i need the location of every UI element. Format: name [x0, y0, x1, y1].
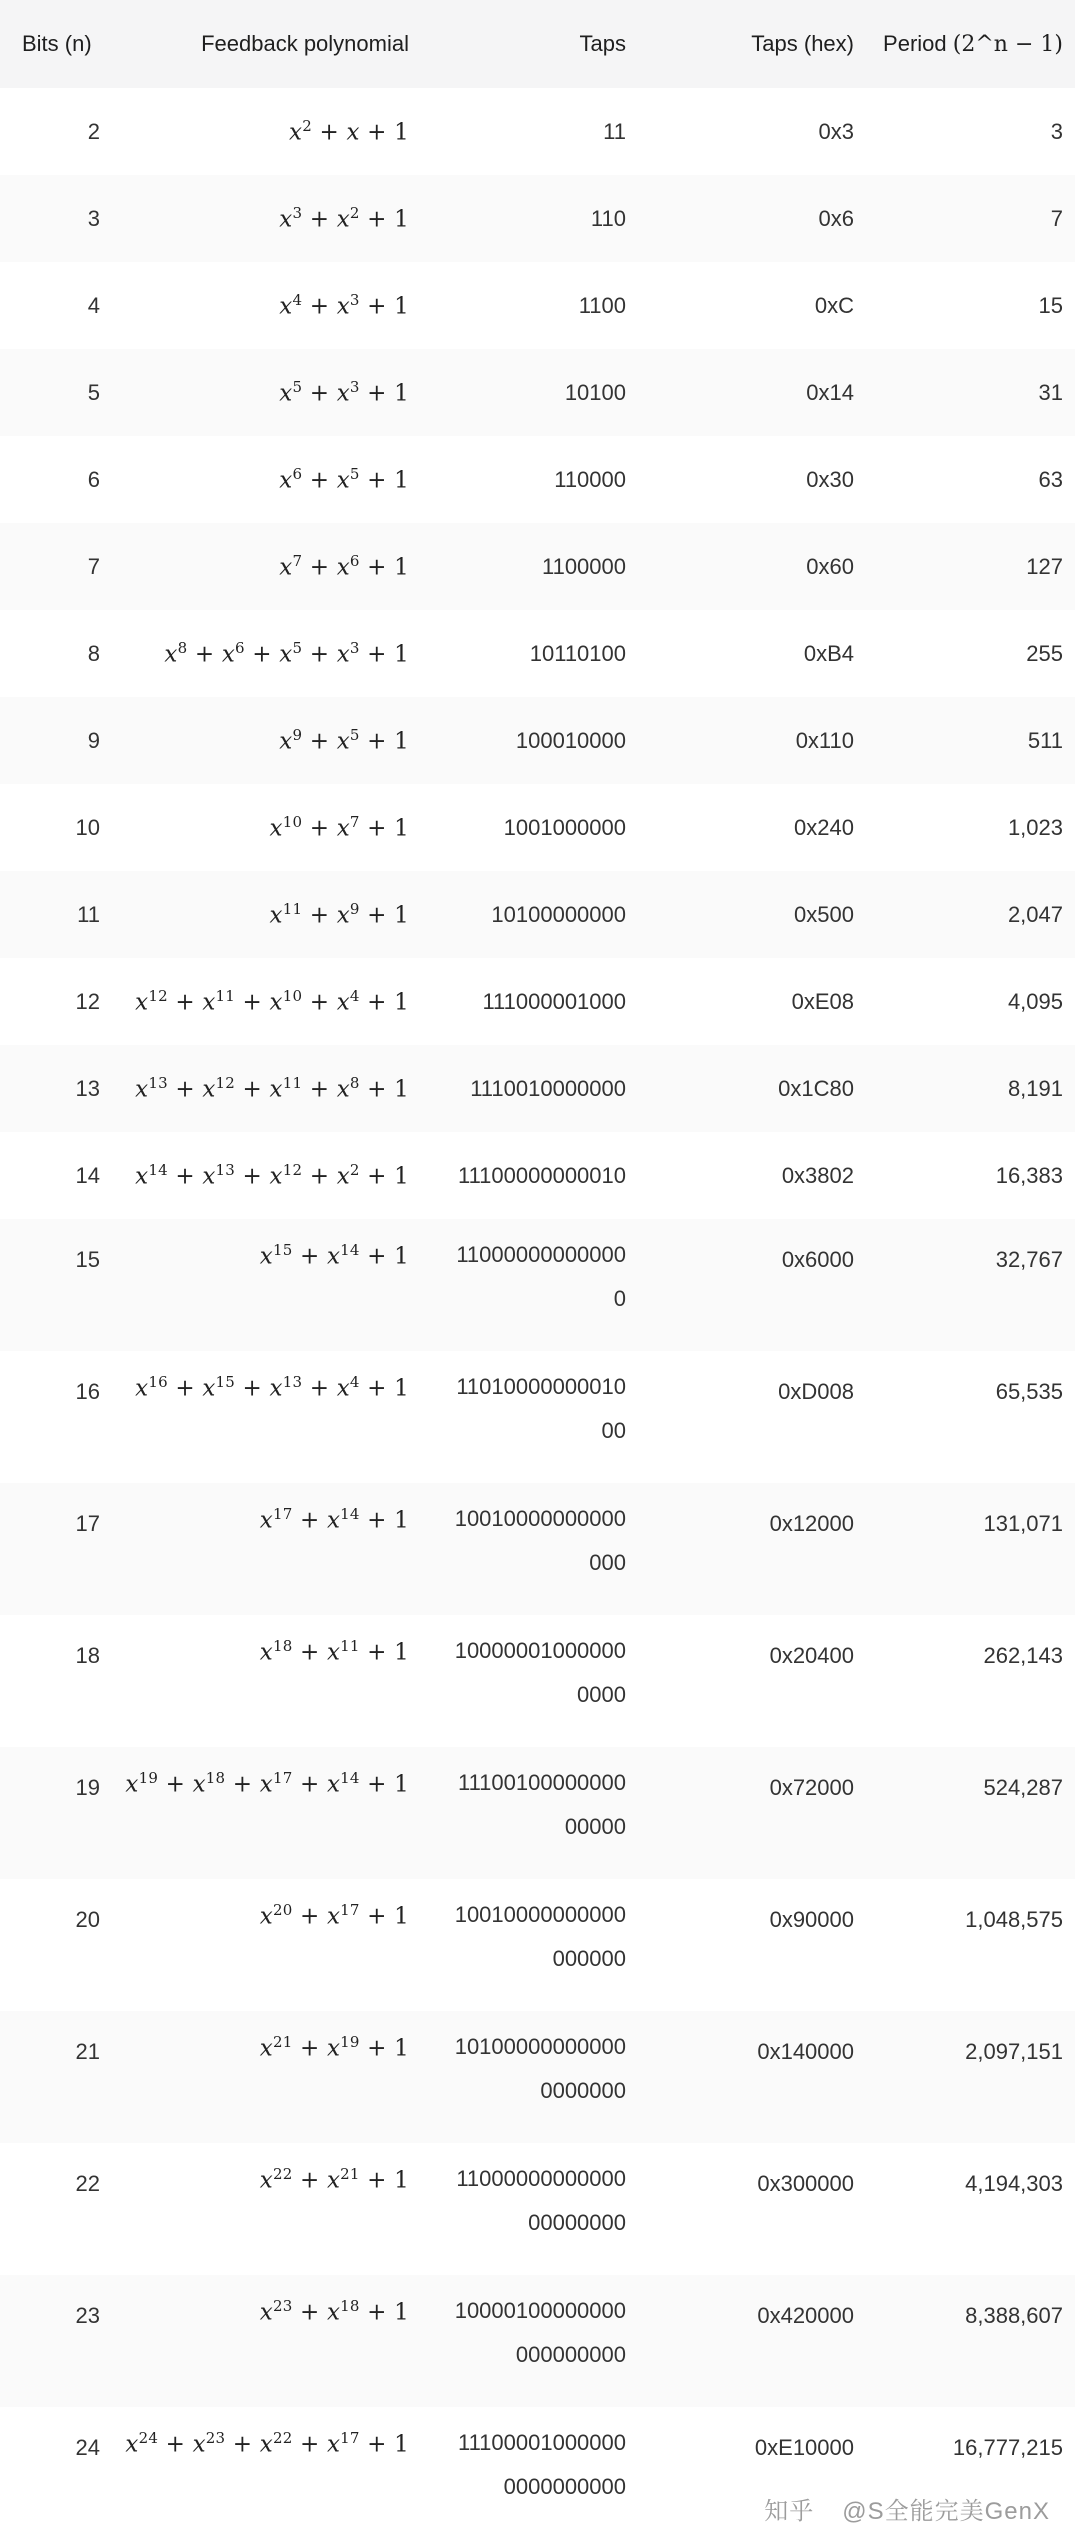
- cell-bits: 12: [75, 988, 100, 1014]
- cell-bits: 5: [87, 379, 100, 405]
- taps-line: 10000001000000: [454, 1638, 626, 1663]
- taps-line: 11010000000010: [456, 1374, 626, 1399]
- cell-taps: [417, 1747, 634, 1879]
- cell-period: 4,194,303: [965, 2171, 1063, 2196]
- cell-polynomial: $x^4 + x^3 + 1$: [279, 291, 409, 320]
- cell-period: 16,383: [995, 1162, 1063, 1188]
- taps-line: 11100100000000: [457, 1770, 626, 1795]
- table-row: [0, 2011, 1075, 2143]
- cell-period: 4,095: [1007, 988, 1063, 1014]
- header-taps: Taps: [579, 31, 626, 56]
- cell-bits: 7: [87, 553, 100, 579]
- cell-taps-hex: 0x1C80: [778, 1075, 854, 1101]
- taps-line: 10010000000000: [454, 1506, 626, 1531]
- taps-line: 11000000000000: [456, 2166, 626, 2191]
- cell-bits: 19: [75, 1775, 100, 1800]
- cell-polynomial: $x^{12} + x^{11} + x^{10} + x^4 + 1$: [135, 987, 409, 1016]
- table-row: [0, 436, 1075, 523]
- watermark: [764, 2491, 1050, 2526]
- cell-polynomial: $x^8 + x^6 + x^5 + x^3 + 1$: [164, 639, 409, 668]
- taps-line: 1110010000000: [470, 1075, 626, 1101]
- watermark-handle: @S全能完美GenX: [842, 2498, 1050, 2525]
- cell-taps: [417, 523, 634, 610]
- cell-polynomial: $x^7 + x^6 + 1$: [279, 552, 409, 581]
- cell-bits: 2: [87, 118, 100, 144]
- cell-taps: [417, 262, 634, 349]
- cell-taps-hex: 0xE08: [791, 988, 854, 1014]
- taps-line: 1100: [578, 292, 626, 318]
- cell-taps-hex: 0x90000: [769, 1907, 854, 1932]
- header-period: [854, 0, 1075, 88]
- cell-bits: 23: [75, 2303, 100, 2328]
- cell-taps-hex: 0x20400: [769, 1643, 854, 1668]
- taps-line: 11100000000010: [457, 1162, 626, 1188]
- taps-line: 10100000000000: [454, 2034, 626, 2059]
- table-row: [0, 88, 1075, 175]
- taps-line: 11000000000000: [456, 1242, 626, 1267]
- table-body: [0, 88, 1075, 2539]
- cell-taps-hex: 0x6000: [781, 1247, 854, 1272]
- table-row: [0, 697, 1075, 784]
- cell-polynomial: $x^{14} + x^{13} + x^{12} + x^2 + 1$: [135, 1161, 409, 1190]
- taps-line: 1001000000: [503, 814, 626, 840]
- table-row: [0, 2143, 1075, 2275]
- cell-polynomial: $x^2 + x + 1$: [289, 117, 409, 146]
- cell-taps: [417, 1879, 634, 2011]
- cell-bits: 17: [75, 1511, 100, 1536]
- cell-bits: 21: [75, 2039, 100, 2064]
- cell-taps: [417, 1615, 634, 1747]
- table-row: [0, 1219, 1075, 1351]
- cell-bits: 11: [77, 901, 100, 927]
- table-row: [0, 1747, 1075, 1879]
- cell-bits: 22: [75, 2171, 100, 2196]
- cell-taps-hex: 0x30: [806, 466, 854, 492]
- cell-period: 2,047: [1007, 901, 1063, 927]
- watermark-site: 知乎: [764, 2498, 815, 2525]
- table-row: [0, 2275, 1075, 2407]
- cell-bits: 9: [87, 727, 100, 753]
- cell-bits: 24: [75, 2435, 100, 2460]
- cell-taps-hex: 0x500: [794, 901, 854, 927]
- cell-taps: [417, 1045, 634, 1132]
- cell-bits: 14: [75, 1162, 100, 1188]
- cell-bits: 15: [75, 1247, 100, 1272]
- cell-period: 2,097,151: [965, 2039, 1063, 2064]
- cell-taps-hex: 0x420000: [757, 2303, 854, 2328]
- cell-taps-hex: 0x6: [818, 205, 854, 231]
- cell-bits: 20: [75, 1907, 100, 1932]
- table-row: [0, 871, 1075, 958]
- taps-line: 11: [603, 118, 626, 144]
- cell-taps: [417, 175, 634, 262]
- taps-line: 000000000: [515, 2342, 626, 2367]
- cell-period: 255: [1026, 640, 1063, 666]
- taps-line: 11100001000000: [457, 2430, 626, 2455]
- cell-bits: 13: [75, 1075, 100, 1101]
- cell-period: 15: [1038, 292, 1063, 318]
- cell-taps: [417, 2407, 634, 2539]
- cell-taps-hex: 0x14: [806, 379, 854, 405]
- cell-period: 32,767: [995, 1247, 1063, 1272]
- table-row: [0, 610, 1075, 697]
- cell-period: 262,143: [983, 1643, 1063, 1668]
- header-polynomial: Feedback polynomial: [201, 31, 409, 56]
- cell-polynomial: $x^{16} + x^{15} + x^{13} + x^4 + 1$: [135, 1373, 409, 1402]
- cell-polynomial: $x^{10} + x^7 + 1$: [269, 813, 409, 842]
- cell-bits: 10: [75, 814, 100, 840]
- cell-period: 3: [1050, 118, 1063, 144]
- cell-taps: [417, 2143, 634, 2275]
- header-taps-hex: Taps (hex): [751, 31, 854, 56]
- taps-line: 0: [613, 1286, 626, 1311]
- cell-period: 511: [1027, 727, 1063, 753]
- table-row: [0, 1132, 1075, 1219]
- cell-polynomial: $x^{22} + x^{21} + 1$: [259, 2165, 409, 2194]
- cell-bits: 18: [75, 1643, 100, 1668]
- cell-taps-hex: 0x72000: [769, 1775, 854, 1800]
- cell-polynomial: $x^5 + x^3 + 1$: [279, 378, 409, 407]
- cell-period: 31: [1038, 379, 1063, 405]
- table-row: [0, 349, 1075, 436]
- cell-taps-hex: 0x12000: [769, 1511, 854, 1536]
- cell-bits: 4: [87, 292, 100, 318]
- cell-bits: 16: [75, 1379, 100, 1404]
- cell-taps-hex: 0xC: [814, 292, 854, 318]
- cell-taps-hex: 0x300000: [757, 2171, 854, 2196]
- table-row: [0, 1351, 1075, 1483]
- taps-line: 0000: [577, 1682, 626, 1707]
- taps-line: 10100000000: [491, 901, 626, 927]
- cell-polynomial: $x^6 + x^5 + 1$: [279, 465, 409, 494]
- taps-line: 10110100: [529, 640, 626, 666]
- table-row: [0, 1615, 1075, 1747]
- cell-polynomial: $x^{13} + x^{12} + x^{11} + x^8 + 1$: [135, 1074, 409, 1103]
- cell-taps: [417, 784, 634, 871]
- cell-period: 16,777,215: [952, 2435, 1063, 2460]
- cell-taps: [417, 1351, 634, 1483]
- cell-taps: [417, 88, 634, 175]
- taps-line: 1100000: [541, 553, 626, 579]
- cell-polynomial: $x^{21} + x^{19} + 1$: [259, 2033, 409, 2062]
- cell-taps: [417, 436, 634, 523]
- cell-taps-hex: 0xD008: [778, 1379, 854, 1404]
- cell-polynomial: $x^3 + x^2 + 1$: [279, 204, 409, 233]
- cell-taps-hex: 0xB4: [803, 640, 854, 666]
- cell-polynomial: $x^{19} + x^{18} + x^{17} + x^{14} + 1$: [125, 1769, 409, 1798]
- cell-taps: [417, 1219, 634, 1351]
- cell-bits: 3: [87, 205, 100, 231]
- table-row: [0, 784, 1075, 871]
- cell-taps-hex: 0x140000: [757, 2039, 854, 2064]
- cell-period: 1,023: [1007, 814, 1063, 840]
- table-row: [0, 1879, 1075, 2011]
- header-period-text: Period (2^n − 1): [883, 31, 1063, 57]
- cell-taps: [417, 2275, 634, 2407]
- cell-polynomial: $x^{11} + x^9 + 1$: [269, 900, 409, 929]
- cell-taps: [417, 1132, 634, 1219]
- cell-polynomial: $x^{24} + x^{23} + x^{22} + x^{17} + 1$: [125, 2429, 409, 2458]
- taps-line: 100010000: [515, 727, 626, 753]
- taps-line: 110000: [554, 466, 626, 492]
- cell-taps-hex: 0xE10000: [754, 2435, 854, 2460]
- cell-bits: 6: [87, 466, 100, 492]
- cell-taps-hex: 0x3: [818, 118, 854, 144]
- cell-polynomial: $x^{15} + x^{14} + 1$: [259, 1241, 409, 1270]
- cell-taps: [417, 697, 634, 784]
- cell-period: 131,071: [983, 1511, 1063, 1536]
- taps-line: 110: [590, 205, 626, 231]
- taps-line: 00000000: [528, 2210, 626, 2235]
- taps-line: 10000100000000: [454, 2298, 626, 2323]
- table-row: [0, 523, 1075, 610]
- cell-period: 65,535: [995, 1379, 1063, 1404]
- cell-bits: 8: [87, 640, 100, 666]
- cell-period: 1,048,575: [965, 1907, 1063, 1932]
- cell-taps: [417, 2011, 634, 2143]
- cell-period: 127: [1026, 553, 1063, 579]
- cell-taps-hex: 0x110: [795, 727, 854, 753]
- taps-line: 0000000000: [503, 2474, 626, 2499]
- cell-polynomial: $x^9 + x^5 + 1$: [279, 726, 409, 755]
- taps-line: 111000001000: [482, 988, 626, 1014]
- cell-polynomial: $x^{17} + x^{14} + 1$: [259, 1505, 409, 1534]
- taps-line: 10010000000000: [454, 1902, 626, 1927]
- cell-period: 524,287: [983, 1775, 1063, 1800]
- cell-taps: [417, 610, 634, 697]
- table-row: [0, 175, 1075, 262]
- cell-taps: [417, 1483, 634, 1615]
- table-row: [0, 1045, 1075, 1132]
- cell-taps-hex: 0x60: [806, 553, 854, 579]
- taps-line: 00000: [564, 1814, 626, 1839]
- cell-polynomial: $x^{23} + x^{18} + 1$: [259, 2297, 409, 2326]
- cell-polynomial: $x^{18} + x^{11} + 1$: [259, 1637, 409, 1666]
- cell-period: 7: [1050, 205, 1063, 231]
- cell-taps: [417, 958, 634, 1045]
- table-row: [0, 262, 1075, 349]
- taps-line: 000: [589, 1550, 626, 1575]
- cell-taps: [417, 871, 634, 958]
- header-row: [0, 0, 1075, 88]
- taps-line: 000000: [552, 1946, 626, 1971]
- cell-taps-hex: 0x3802: [781, 1162, 854, 1188]
- cell-period: 63: [1038, 466, 1063, 492]
- taps-line: 10100: [564, 379, 626, 405]
- cell-period: 8,388,607: [965, 2303, 1063, 2328]
- table-row: [0, 958, 1075, 1045]
- cell-period: 8,191: [1007, 1075, 1063, 1101]
- taps-line: 00: [601, 1418, 626, 1443]
- table-row: [0, 1483, 1075, 1615]
- header-bits: Bits (n): [22, 31, 92, 56]
- cell-polynomial: $x^{20} + x^{17} + 1$: [259, 1901, 409, 1930]
- cell-taps-hex: 0x240: [794, 814, 854, 840]
- table-header: [0, 0, 1075, 88]
- cell-taps: [417, 349, 634, 436]
- taps-line: 0000000: [540, 2078, 626, 2103]
